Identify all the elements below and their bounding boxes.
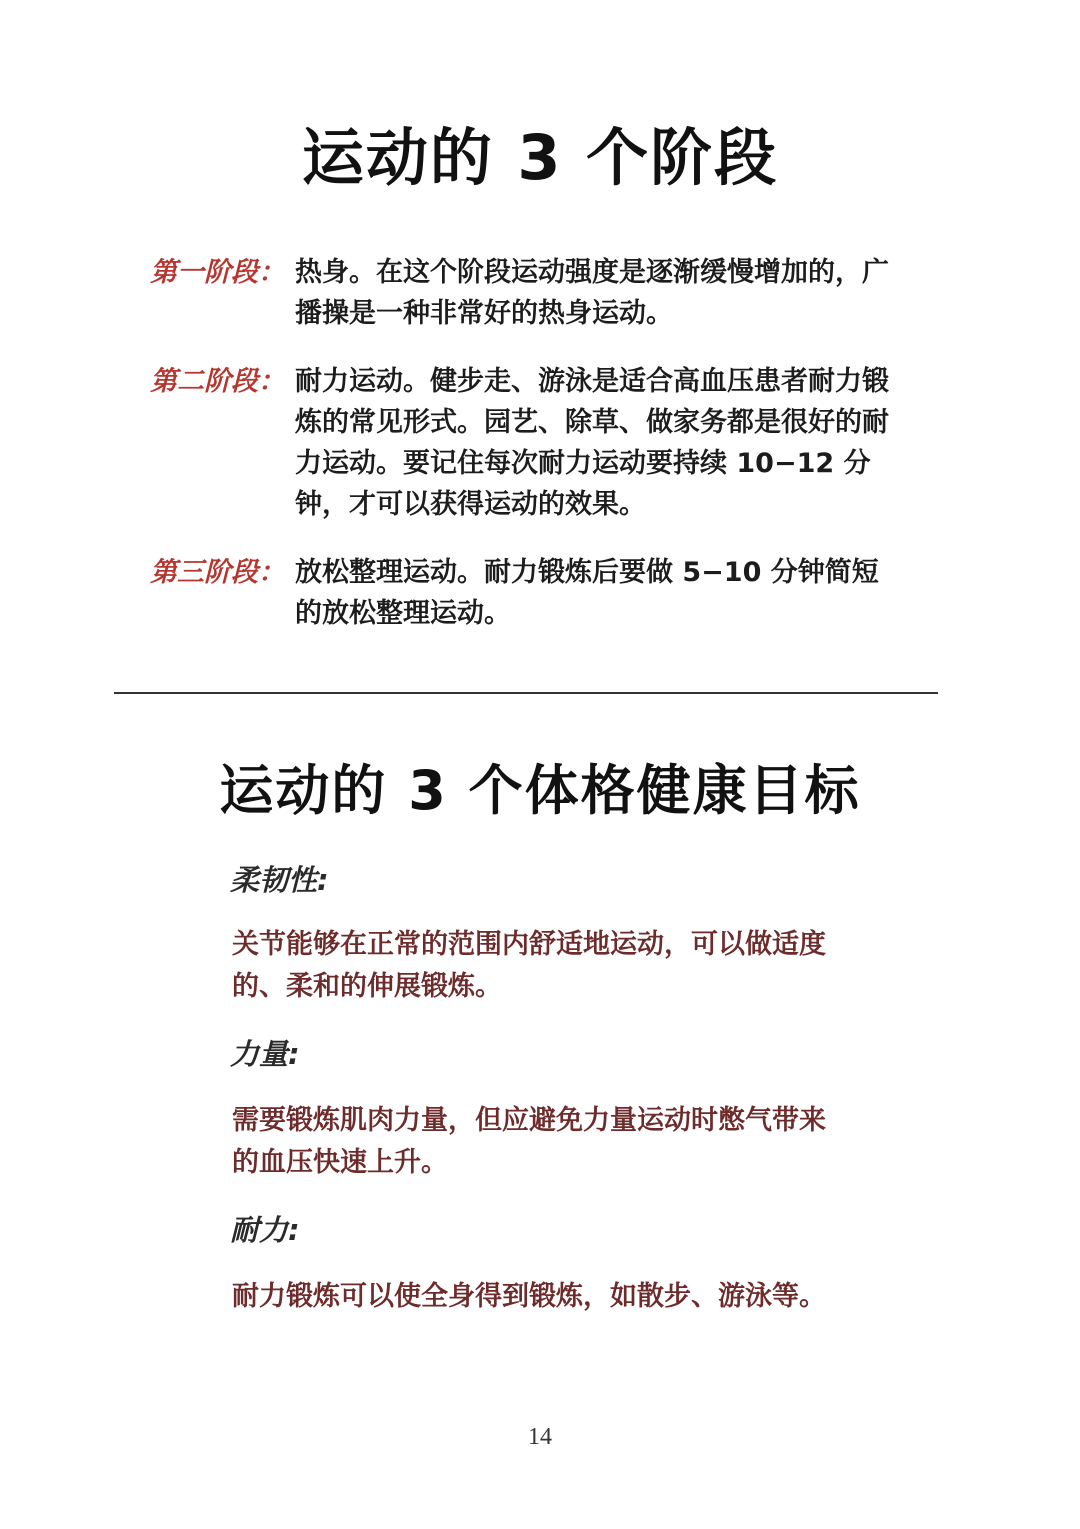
stage-description: 放松整理运动。耐力锻炼后要做 5−10 分钟简短的放松整理运动。 — [295, 557, 879, 629]
goal-description-flexibility: 关节能够在正常的范围内舒适地运动，可以做适度的、柔和的伸展锻炼。 — [232, 929, 826, 1002]
stage-label: 第二阶段： — [150, 366, 285, 397]
stage-label: 第三阶段： — [150, 557, 285, 588]
stage-description: 耐力运动。健步走、游泳是适合高血压患者耐力锻炼的常见形式。园艺、除草、做家务都是很好的耐力运动。要记住每次耐力运动要持续 10−12 分钟，才可以获得运动的效果。 — [295, 366, 889, 520]
stage-item-2 — [150, 361, 920, 525]
goal-title-endurance: 耐力: — [230, 1213, 300, 1247]
section-title-exercise-stages: 运动的 3 个阶段 — [301, 121, 779, 194]
goal-title-flexibility: 柔韧性: — [230, 863, 329, 897]
goal-description-endurance: 耐力锻炼可以使全身得到锻炼，如散步、游泳等。 — [232, 1281, 826, 1312]
section-title-fitness-goals: 运动的 3 个体格健康目标 — [219, 759, 861, 822]
stage-label: 第一阶段： — [150, 257, 285, 288]
stage-description: 热身。在这个阶段运动强度是逐渐缓慢增加的，广播操是一种非常好的热身运动。 — [295, 257, 889, 329]
section-divider — [114, 692, 938, 694]
stage-item-3 — [150, 552, 920, 634]
goal-description-strength: 需要锻炼肌肉力量，但应避免力量运动时憋气带来的血压快速上升。 — [232, 1105, 826, 1178]
goal-title-strength: 力量: — [230, 1037, 300, 1071]
page-number: 14 — [528, 1424, 552, 1450]
stage-item-1 — [150, 252, 920, 334]
